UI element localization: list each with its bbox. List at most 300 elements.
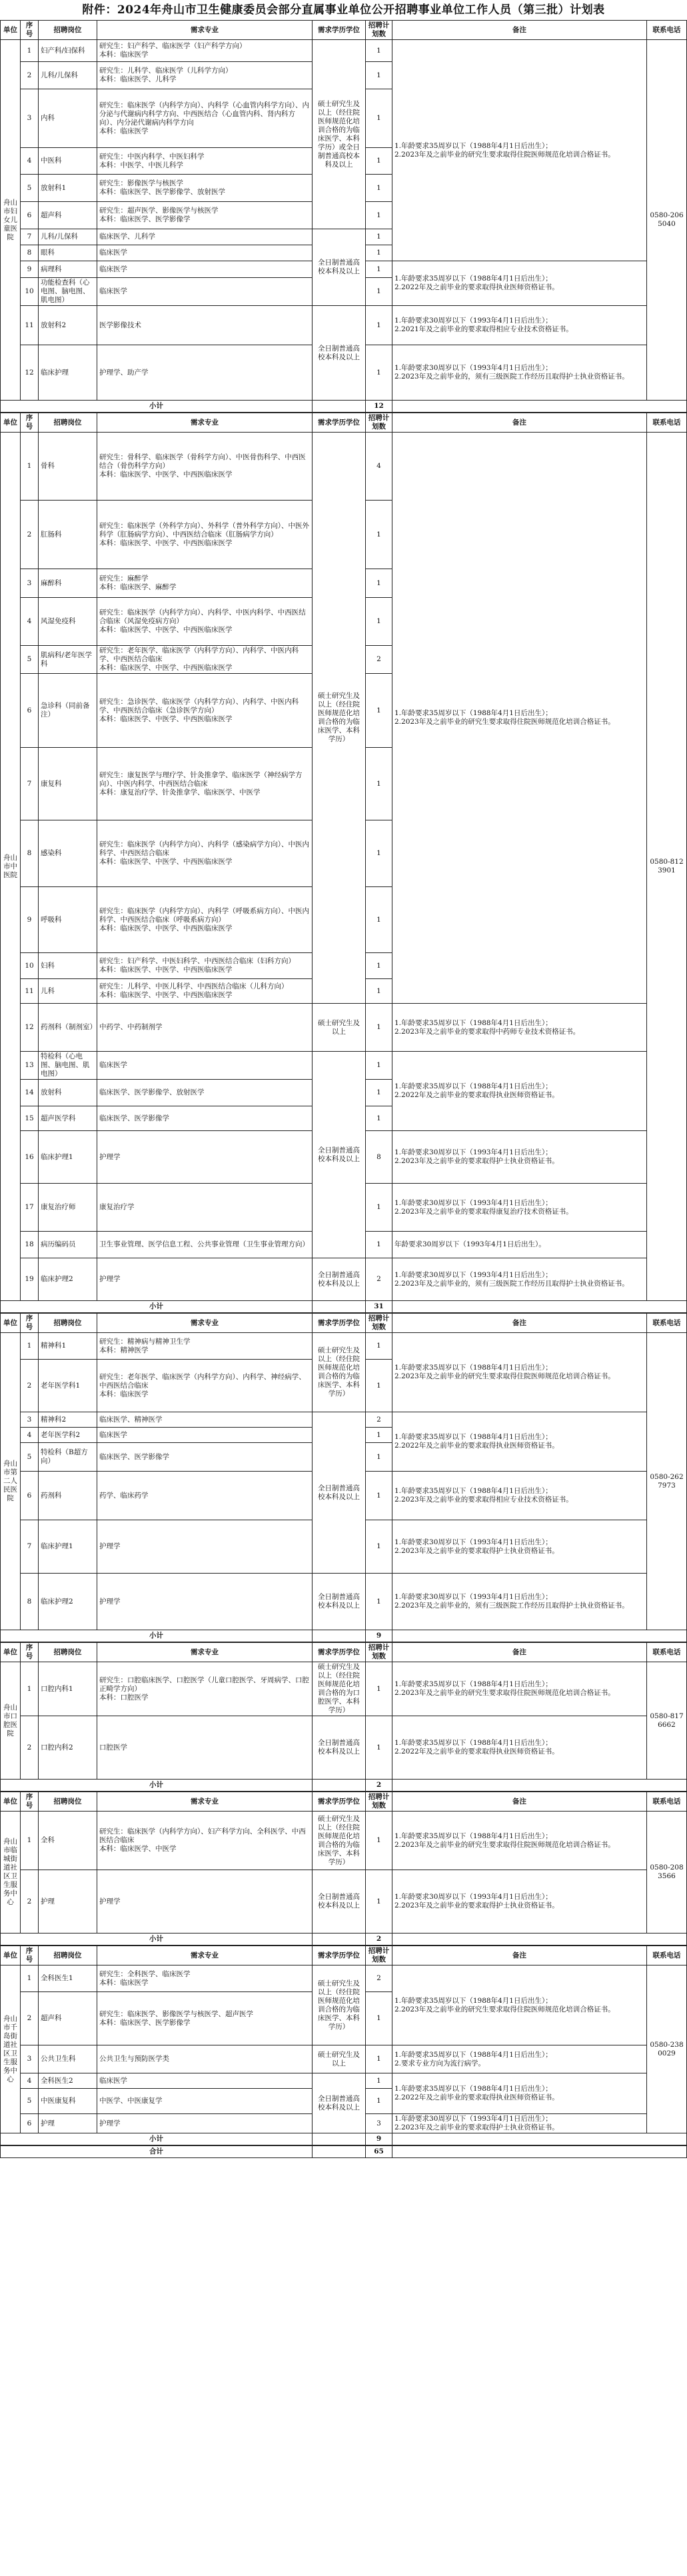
row-major: 研究生：精神病与精神卫生学 本科：精神医学 bbox=[97, 1333, 313, 1360]
subtotal-row bbox=[1, 1780, 687, 1792]
row-education: 硕士研究生及以上（经住院医师规范化培训合格的为临床医学、本科学历）或全日制普通高校本科及以上 bbox=[313, 40, 366, 229]
row-major: 研究生：康复医学与理疗学、针灸推拿学、临床医学（神经病学方向）、中医内科学、中西医结合临床 本科：康复治疗学、针灸推拿学、临床医学、中医学 bbox=[97, 748, 313, 820]
header-contact: 联系电话 bbox=[647, 1792, 687, 1812]
header-unit: 单位 bbox=[1, 1643, 21, 1662]
table-row bbox=[1, 2073, 687, 2089]
header-contact: 联系电话 bbox=[647, 21, 687, 40]
row-seq: 14 bbox=[21, 1080, 39, 1106]
table-row bbox=[1, 1004, 687, 1052]
header-major: 需求专业 bbox=[97, 1643, 313, 1662]
row-major: 研究生：妇产科学、临床医学（妇产科学方向） 本科：临床医学 bbox=[97, 40, 313, 62]
row-post: 特检科（B超方向） bbox=[39, 1443, 97, 1472]
row-major: 临床医学、医学影像学 bbox=[97, 1106, 313, 1131]
row-major: 研究生：临床医学（内科学方向）、内科学、中医内科学、中西医结合临床（风湿免疫病方向） 本科：临床医学、中医学、中西医临床医学 bbox=[97, 598, 313, 646]
row-notes: 1.年龄要求30周岁以下（1993年4月1日后出生）； 2.2023年及之前毕业的，须有三级医院工作经历且取得护士执业资格证书。 bbox=[392, 1258, 647, 1301]
row-count: 1 bbox=[366, 245, 392, 261]
row-major: 研究生：儿科学、临床医学（儿科学方向） 本科：临床医学、儿科学 bbox=[97, 62, 313, 89]
row-seq: 17 bbox=[21, 1184, 39, 1232]
row-seq: 19 bbox=[21, 1258, 39, 1301]
row-major: 研究生：临床医学（外科学方向）、外科学（普外科学方向）、中医外科学（肛肠病学方向）、中西医结合临床（肛肠病学方向） 本科：临床医学、中医学、中西医临床医学 bbox=[97, 501, 313, 569]
row-post: 口腔内科2 bbox=[39, 1716, 97, 1780]
row-major: 临床医学、儿科学 bbox=[97, 229, 313, 245]
row-education: 硕士研究生及以上（经住院医师规范化培训合格的为口腔医学、本科学历） bbox=[313, 1662, 366, 1716]
table-row bbox=[1, 1716, 687, 1780]
subtotal-spacer-right bbox=[392, 1301, 687, 1313]
table-row bbox=[1, 1870, 687, 1933]
row-post: 呼吸科 bbox=[39, 887, 97, 953]
row-major: 研究生：影像医学与核医学 本科：临床医学、医学影像学、放射医学 bbox=[97, 175, 313, 202]
row-major: 研究生：超声医学、影像医学与核医学 本科：临床医学、医学影像学 bbox=[97, 202, 313, 229]
subtotal-label: 小计 bbox=[1, 401, 313, 413]
row-post: 放射科1 bbox=[39, 175, 97, 202]
row-post: 放射科 bbox=[39, 1080, 97, 1106]
row-seq: 6 bbox=[21, 674, 39, 748]
row-post: 精神科2 bbox=[39, 1412, 97, 1428]
row-major: 中药学、中药制剂学 bbox=[97, 1004, 313, 1052]
row-notes: 1.年龄要求35周岁以下（1988年4月1日后出生）； 2.2023年及之前毕业的研究生要求取得住院医师规范化培训合格证书。 bbox=[392, 1333, 647, 1412]
row-post: 超声科 bbox=[39, 1992, 97, 2045]
row-major: 研究生：妇产科学、中医妇科学、中西医结合临床（妇科方向） 本科：临床医学、中医学、中西医临床医学 bbox=[97, 953, 313, 979]
grand-total-spacer-right bbox=[392, 2146, 687, 2158]
row-seq: 13 bbox=[21, 1052, 39, 1080]
document-title: 附件：2024年舟山市卫生健康委员会部分直属事业单位公开招聘事业单位工作人员（第三批）计划表 bbox=[82, 3, 605, 17]
header-count: 招聘计划数 bbox=[366, 1792, 392, 1812]
row-major: 康复治疗学 bbox=[97, 1184, 313, 1232]
row-seq: 2 bbox=[21, 501, 39, 569]
row-count: 1 bbox=[366, 2045, 392, 2073]
row-major: 研究生：口腔临床医学、口腔医学（儿童口腔医学、牙周病学、口腔正畸学方向） 本科：口腔医学 bbox=[97, 1662, 313, 1716]
header-count: 招聘计划数 bbox=[366, 413, 392, 433]
row-education: 硕士研究生及以上 bbox=[313, 2045, 366, 2073]
row-major: 药学、临床药学 bbox=[97, 1472, 313, 1520]
row-notes: 1.年龄要求30周岁以下（1993年4月1日后出生）； 2.2023年及之前毕业的要求取得护士执业资格证书。 bbox=[392, 1520, 647, 1574]
unit-contact: 0580-8123901 bbox=[647, 433, 687, 1301]
row-seq: 18 bbox=[21, 1232, 39, 1258]
row-post: 超声医学科 bbox=[39, 1106, 97, 1131]
row-major: 中医学、中医康复学 bbox=[97, 2089, 313, 2114]
row-post: 麻醉科 bbox=[39, 569, 97, 598]
header-count: 招聘计划数 bbox=[366, 21, 392, 40]
unit-contact: 0580-2083566 bbox=[647, 1812, 687, 1933]
table-row bbox=[1, 1812, 687, 1870]
row-count: 1 bbox=[366, 674, 392, 748]
row-seq: 4 bbox=[21, 2073, 39, 2089]
row-notes: 1.年龄要求35周岁以下（1988年4月1日后出生）； 2.2022年及之前毕业的要求取得执业医师资格证书。 bbox=[392, 261, 647, 306]
row-count: 1 bbox=[366, 1716, 392, 1780]
row-post: 全科 bbox=[39, 1812, 97, 1870]
row-post: 精神科1 bbox=[39, 1333, 97, 1360]
table-row bbox=[1, 306, 687, 345]
header-contact: 联系电话 bbox=[647, 1643, 687, 1662]
table-header-row bbox=[1, 1946, 687, 1965]
row-post: 护理 bbox=[39, 1870, 97, 1933]
row-count: 1 bbox=[366, 89, 392, 148]
header-notes: 备注 bbox=[392, 1792, 647, 1812]
subtotal-row bbox=[1, 1630, 687, 1642]
subtotal-value: 9 bbox=[366, 1630, 392, 1642]
row-post: 口腔内科1 bbox=[39, 1662, 97, 1716]
header-post: 招聘岗位 bbox=[39, 1314, 97, 1333]
row-seq: 4 bbox=[21, 1428, 39, 1443]
subtotal-label: 小计 bbox=[1, 1780, 313, 1792]
unit-table bbox=[0, 1642, 687, 1792]
row-count: 1 bbox=[366, 1184, 392, 1232]
row-post: 超声科 bbox=[39, 202, 97, 229]
row-major: 研究生：临床医学（内科学方向）、内科学（感染病学方向）、中医内科学、中西医结合临床 本科：临床医学、中医学、中西医临床医学 bbox=[97, 820, 313, 887]
row-education: 硕士研究生及以上（经住院医师规范化培训合格的为临床医学、本科学历） bbox=[313, 1965, 366, 2045]
header-seq: 序号 bbox=[21, 21, 39, 40]
subtotal-spacer bbox=[313, 1630, 366, 1642]
row-major: 研究生：麻醉学 本科：临床医学、麻醉学 bbox=[97, 569, 313, 598]
row-major: 研究生：骨科学、临床医学（骨科学方向）、中医骨伤科学、中西医结合（骨伤科学方向） 本科：临床医学、中医学、中西医临床医学 bbox=[97, 433, 313, 501]
row-seq: 16 bbox=[21, 1131, 39, 1184]
row-count: 8 bbox=[366, 1131, 392, 1184]
unit-contact: 0580-2627973 bbox=[647, 1333, 687, 1630]
table-header-row bbox=[1, 21, 687, 40]
row-count: 1 bbox=[366, 1052, 392, 1080]
row-notes: 1.年龄要求30周岁以下（1993年4月1日后出生）； 2.2021年及之前毕业的要求取得相应专业技术资格证书。 bbox=[392, 306, 647, 345]
row-major: 公共卫生与预防医学类 bbox=[97, 2045, 313, 2073]
subtotal-label: 小计 bbox=[1, 1933, 313, 1945]
unit-contact: 0580-2065040 bbox=[647, 40, 687, 401]
row-notes: 1.年龄要求35周岁以下（1988年4月1日后出生）； 2.2023年及之前毕业的研究生要求取得住院医师规范化培训合格证书。 bbox=[392, 1662, 647, 1716]
row-seq: 15 bbox=[21, 1106, 39, 1131]
row-seq: 8 bbox=[21, 245, 39, 261]
row-notes: 1.年龄要求35周岁以下（1988年4月1日后出生）； 2.2023年及之前毕业的研究生要求取得住院医师规范化培训合格证书。 bbox=[392, 1965, 647, 2045]
subtotal-row bbox=[1, 1933, 687, 1945]
row-post: 妇科 bbox=[39, 953, 97, 979]
row-major: 护理学 bbox=[97, 1131, 313, 1184]
unit-table bbox=[0, 413, 687, 1313]
unit-name: 舟山市口腔医院 bbox=[1, 1662, 21, 1780]
header-seq: 序号 bbox=[21, 1314, 39, 1333]
header-unit: 单位 bbox=[1, 21, 21, 40]
row-major: 卫生事业管理、医学信息工程、公共事业管理（卫生事业管理方向） bbox=[97, 1232, 313, 1258]
grand-total-row bbox=[1, 2146, 687, 2158]
row-count: 1 bbox=[366, 278, 392, 306]
row-count: 1 bbox=[366, 598, 392, 646]
row-post: 临床护理2 bbox=[39, 1574, 97, 1630]
row-post: 中医康复科 bbox=[39, 2089, 97, 2114]
header-post: 招聘岗位 bbox=[39, 1792, 97, 1812]
row-count: 2 bbox=[366, 1965, 392, 1992]
row-count: 1 bbox=[366, 40, 392, 62]
row-count: 1 bbox=[366, 306, 392, 345]
row-count: 4 bbox=[366, 433, 392, 501]
row-major: 护理学 bbox=[97, 1870, 313, 1933]
subtotal-spacer bbox=[313, 2133, 366, 2145]
row-seq: 7 bbox=[21, 1520, 39, 1574]
header-education: 需求学历学位 bbox=[313, 1792, 366, 1812]
row-count: 1 bbox=[366, 229, 392, 245]
subtotal-spacer-right bbox=[392, 2133, 687, 2145]
row-notes: 1.年龄要求35周岁以下（1988年4月1日后出生）； 2.2023年及之前毕业的研究生要求取得住院医师规范化培训合格证书。 bbox=[392, 40, 647, 261]
row-seq: 6 bbox=[21, 2114, 39, 2133]
subtotal-label: 小计 bbox=[1, 1301, 313, 1313]
row-count: 1 bbox=[366, 2073, 392, 2089]
row-post: 眼科 bbox=[39, 245, 97, 261]
row-major: 护理学 bbox=[97, 1520, 313, 1574]
header-notes: 备注 bbox=[392, 21, 647, 40]
row-seq: 2 bbox=[21, 62, 39, 89]
row-seq: 1 bbox=[21, 1812, 39, 1870]
row-education: 全日制普通高校本科及以上 bbox=[313, 2073, 366, 2133]
table-header-row bbox=[1, 1792, 687, 1812]
row-count: 1 bbox=[366, 261, 392, 278]
row-post: 临床护理1 bbox=[39, 1131, 97, 1184]
header-unit: 单位 bbox=[1, 1946, 21, 1965]
row-count: 1 bbox=[366, 148, 392, 175]
row-count: 1 bbox=[366, 1232, 392, 1258]
table-row bbox=[1, 433, 687, 501]
header-seq: 序号 bbox=[21, 1643, 39, 1662]
row-major: 研究生：老年医学、临床医学（内科学方向）、内科学、中医内科学、中西医结合临床 本科：临床医学、中医学、中西医临床医学 bbox=[97, 646, 313, 674]
row-major: 研究生：临床医学（内科学方向）、内科学（呼吸系病方向）、中医内科学、中西医结合临床（呼吸系病方向） 本科：临床医学、中医学、中西医临床医学 bbox=[97, 887, 313, 953]
row-major: 研究生：全科医学、临床医学 本科：临床医学 bbox=[97, 1965, 313, 1992]
row-post: 康复科 bbox=[39, 748, 97, 820]
subtotal-value: 2 bbox=[366, 1933, 392, 1945]
row-post: 急诊科（同前备注） bbox=[39, 674, 97, 748]
row-major: 口腔医学 bbox=[97, 1716, 313, 1780]
row-education: 全日制普通高校本科及以上 bbox=[313, 1574, 366, 1630]
table-header-row bbox=[1, 413, 687, 433]
grand-total-spacer bbox=[313, 2146, 366, 2158]
row-post: 儿科/儿保科 bbox=[39, 62, 97, 89]
row-seq: 9 bbox=[21, 887, 39, 953]
row-seq: 2 bbox=[21, 1870, 39, 1933]
row-post: 公共卫生科 bbox=[39, 2045, 97, 2073]
header-major: 需求专业 bbox=[97, 1792, 313, 1812]
row-seq: 1 bbox=[21, 433, 39, 501]
table-row bbox=[1, 1052, 687, 1080]
row-count: 1 bbox=[366, 2089, 392, 2114]
row-post: 临床护理1 bbox=[39, 1520, 97, 1574]
row-post: 药剂科（制剂室） bbox=[39, 1004, 97, 1052]
subtotal-row bbox=[1, 401, 687, 413]
row-seq: 2 bbox=[21, 1716, 39, 1780]
row-seq: 5 bbox=[21, 646, 39, 674]
row-seq: 6 bbox=[21, 1472, 39, 1520]
row-count: 1 bbox=[366, 1080, 392, 1106]
table-row bbox=[1, 1965, 687, 1992]
row-seq: 5 bbox=[21, 2089, 39, 2114]
row-major: 研究生：中医内科学、中医妇科学 本科：中医学、中医儿科学 bbox=[97, 148, 313, 175]
row-seq: 7 bbox=[21, 229, 39, 245]
row-count: 1 bbox=[366, 1992, 392, 2045]
row-notes: 1.年龄要求30周岁以下（1993年4月1日后出生）； 2.2023年及之前毕业的要求取得护士执业资格证书。 bbox=[392, 1870, 647, 1933]
table-row bbox=[1, 1412, 687, 1428]
row-notes: 1.年龄要求35周岁以下（1988年4月1日后出生）； 2.2023年及之前毕业的要求取得中药师专业技术资格证书。 bbox=[392, 1004, 647, 1052]
subtotal-spacer bbox=[313, 401, 366, 413]
row-notes: 1.年龄要求30周岁以下（1993年4月1日后出生）； 2.2023年及之前毕业的，须有三级医院工作经历且取得护士执业资格证书。 bbox=[392, 1574, 647, 1630]
row-post: 老年医学科1 bbox=[39, 1360, 97, 1412]
row-major: 护理学 bbox=[97, 1574, 313, 1630]
row-post: 妇产科/妇保科 bbox=[39, 40, 97, 62]
header-post: 招聘岗位 bbox=[39, 1643, 97, 1662]
row-education: 全日制普通高校本科及以上 bbox=[313, 306, 366, 401]
row-count: 2 bbox=[366, 1412, 392, 1428]
row-education: 全日制普通高校本科及以上 bbox=[313, 1716, 366, 1780]
row-count: 1 bbox=[366, 1472, 392, 1520]
row-post: 中医科 bbox=[39, 148, 97, 175]
row-education: 全日制普通高校本科及以上 bbox=[313, 229, 366, 306]
table-row bbox=[1, 2045, 687, 2073]
table-row bbox=[1, 1662, 687, 1716]
row-count: 1 bbox=[366, 1662, 392, 1716]
subtotal-spacer bbox=[313, 1780, 366, 1792]
header-education: 需求学历学位 bbox=[313, 1643, 366, 1662]
row-seq: 3 bbox=[21, 2045, 39, 2073]
row-seq: 11 bbox=[21, 306, 39, 345]
header-notes: 备注 bbox=[392, 1946, 647, 1965]
row-notes: 1.年龄要求35周岁以下（1988年4月1日后出生）； 2.2023年及之前毕业的要求取得相应专业技术资格证书。 bbox=[392, 1472, 647, 1520]
row-major: 护理学、助产学 bbox=[97, 345, 313, 401]
row-post: 药剂科 bbox=[39, 1472, 97, 1520]
row-post: 功能检查科（心电图、脑电图、肌电图） bbox=[39, 278, 97, 306]
header-post: 招聘岗位 bbox=[39, 413, 97, 433]
table-row bbox=[1, 1333, 687, 1360]
row-post: 儿科 bbox=[39, 979, 97, 1004]
row-notes: 1.年龄要求35周岁以下（1988年4月1日后出生）； 2.要求专业方向为流行病学。 bbox=[392, 2045, 647, 2073]
table-row bbox=[1, 1574, 687, 1630]
header-contact: 联系电话 bbox=[647, 1314, 687, 1333]
row-notes: 1.年龄要求35周岁以下（1988年4月1日后出生）； 2.2022年及之前毕业的要求取得执业医师资格证书。 bbox=[392, 1052, 647, 1131]
row-seq: 3 bbox=[21, 89, 39, 148]
header-notes: 备注 bbox=[392, 413, 647, 433]
row-major: 研究生：临床医学（内科学方向）、妇产科学方向、全科医学、中西医结合临床 本科：临床医学、中医学 bbox=[97, 1812, 313, 1870]
header-count: 招聘计划数 bbox=[366, 1314, 392, 1333]
subtotal-value: 31 bbox=[366, 1301, 392, 1313]
grand-total-label: 合计 bbox=[1, 2146, 313, 2158]
row-seq: 4 bbox=[21, 598, 39, 646]
subtotal-value: 9 bbox=[366, 2133, 392, 2145]
row-post: 感染科 bbox=[39, 820, 97, 887]
row-major: 护理学 bbox=[97, 2114, 313, 2133]
header-seq: 序号 bbox=[21, 1792, 39, 1812]
unit-name: 舟山市第二人民医院 bbox=[1, 1333, 21, 1630]
row-seq: 10 bbox=[21, 278, 39, 306]
row-major: 临床医学、精神医学 bbox=[97, 1412, 313, 1428]
row-count: 1 bbox=[366, 1428, 392, 1443]
subtotal-spacer-right bbox=[392, 1630, 687, 1642]
unit-name: 舟山市妇女儿童医院 bbox=[1, 40, 21, 401]
unit-table bbox=[0, 1313, 687, 1642]
header-education: 需求学历学位 bbox=[313, 1946, 366, 1965]
header-contact: 联系电话 bbox=[647, 413, 687, 433]
row-count: 1 bbox=[366, 1106, 392, 1131]
table-row bbox=[1, 1258, 687, 1301]
subtotal-spacer bbox=[313, 1301, 366, 1313]
table-header-row bbox=[1, 1643, 687, 1662]
header-post: 招聘岗位 bbox=[39, 21, 97, 40]
row-major: 临床医学 bbox=[97, 2073, 313, 2089]
row-seq: 2 bbox=[21, 1360, 39, 1412]
subtotal-spacer bbox=[313, 1933, 366, 1945]
row-post: 风湿免疫科 bbox=[39, 598, 97, 646]
row-seq: 3 bbox=[21, 1412, 39, 1428]
row-seq: 8 bbox=[21, 1574, 39, 1630]
row-count: 2 bbox=[366, 646, 392, 674]
row-post: 全科医生2 bbox=[39, 2073, 97, 2089]
subtotal-value: 2 bbox=[366, 1780, 392, 1792]
row-notes: 1.年龄要求35周岁以下（1988年4月1日后出生）； 2.2022年及之前毕业的要求取得执业医师资格证书。 bbox=[392, 1412, 647, 1472]
row-count: 1 bbox=[366, 1443, 392, 1472]
row-count: 1 bbox=[366, 1870, 392, 1933]
row-count: 1 bbox=[366, 887, 392, 953]
row-count: 1 bbox=[366, 501, 392, 569]
table-header-row bbox=[1, 1314, 687, 1333]
row-post: 儿科/儿保科 bbox=[39, 229, 97, 245]
unit-name: 舟山市临城街道社区卫生服务中心 bbox=[1, 1812, 21, 1933]
row-count: 1 bbox=[366, 820, 392, 887]
row-seq: 1 bbox=[21, 1333, 39, 1360]
row-seq: 5 bbox=[21, 175, 39, 202]
row-education: 硕士研究生及以上（经住院医师规范化培训合格的为临床医学、本科学历） bbox=[313, 1333, 366, 1412]
row-major: 研究生：急诊医学、临床医学（内科学方向）、内科学、中医内科学、中西医结合临床（急诊医学方向） 本科：临床医学、中医学、中西医临床医学 bbox=[97, 674, 313, 748]
row-major: 临床医学 bbox=[97, 1428, 313, 1443]
header-unit: 单位 bbox=[1, 413, 21, 433]
subtotal-row bbox=[1, 1301, 687, 1313]
table-row bbox=[1, 40, 687, 62]
unit-table bbox=[0, 20, 687, 413]
grand-total-value: 65 bbox=[366, 2146, 392, 2158]
row-notes: 1.年龄要求35周岁以下（1988年4月1日后出生）； 2.2022年及之前毕业的要求取得执业医师资格证书。 bbox=[392, 1716, 647, 1780]
row-education: 硕士研究生及以上（经住院医师规范化培训合格的为临床医学、本科学历） bbox=[313, 433, 366, 1004]
unit-contact: 0580-2380029 bbox=[647, 1965, 687, 2133]
grand-total-table bbox=[0, 2145, 687, 2158]
row-post: 临床护理2 bbox=[39, 1258, 97, 1301]
row-seq: 10 bbox=[21, 953, 39, 979]
row-post: 放射科2 bbox=[39, 306, 97, 345]
subtotal-value: 12 bbox=[366, 401, 392, 413]
row-count: 1 bbox=[366, 569, 392, 598]
row-notes: 1.年龄要求30周岁以下（1993年4月1日后出生）； 2.2023年及之前毕业的要求取得康复治疗技术资格证书。 bbox=[392, 1184, 647, 1232]
row-post: 老年医学科2 bbox=[39, 1428, 97, 1443]
row-major: 研究生：老年医学、临床医学（内科学方向）、内科学、神经病学、中西医结合临床 本科：临床医学 bbox=[97, 1360, 313, 1412]
unit-table bbox=[0, 1792, 687, 1945]
header-education: 需求学历学位 bbox=[313, 1314, 366, 1333]
subtotal-spacer-right bbox=[392, 401, 687, 413]
row-seq: 12 bbox=[21, 1004, 39, 1052]
row-count: 1 bbox=[366, 1004, 392, 1052]
row-notes: 1.年龄要求35周岁以下（1988年4月1日后出生）； 2.2023年及之前毕业的研究生要求取得住院医师规范化培训合格证书。 bbox=[392, 433, 647, 1004]
row-major: 临床医学 bbox=[97, 261, 313, 278]
row-post: 病理科 bbox=[39, 261, 97, 278]
row-count: 1 bbox=[366, 345, 392, 401]
row-count: 1 bbox=[366, 1812, 392, 1870]
row-count: 1 bbox=[366, 953, 392, 979]
row-post: 肛肠科 bbox=[39, 501, 97, 569]
row-major: 研究生：儿科学、中医儿科学、中西医结合临床（儿科方向） 本科：临床医学、中医学、中西医临床医学 bbox=[97, 979, 313, 1004]
header-education: 需求学历学位 bbox=[313, 21, 366, 40]
header-seq: 序号 bbox=[21, 413, 39, 433]
unit-name: 舟山市中医院 bbox=[1, 433, 21, 1301]
header-major: 需求专业 bbox=[97, 413, 313, 433]
unit-table bbox=[0, 1945, 687, 2145]
row-seq: 1 bbox=[21, 40, 39, 62]
row-education: 全日制普通高校本科及以上 bbox=[313, 1412, 366, 1574]
row-seq: 9 bbox=[21, 261, 39, 278]
row-education: 硕士研究生及以上（经住院医师规范化培训合格的为临床医学、本科学历） bbox=[313, 1812, 366, 1870]
row-count: 1 bbox=[366, 979, 392, 1004]
recruitment-tables bbox=[0, 20, 687, 2145]
row-major: 临床医学 bbox=[97, 278, 313, 306]
row-count: 1 bbox=[366, 748, 392, 820]
subtotal-spacer-right bbox=[392, 1933, 687, 1945]
row-seq: 1 bbox=[21, 1965, 39, 1992]
row-education: 全日制普通高校本科及以上 bbox=[313, 1870, 366, 1933]
row-count: 1 bbox=[366, 62, 392, 89]
